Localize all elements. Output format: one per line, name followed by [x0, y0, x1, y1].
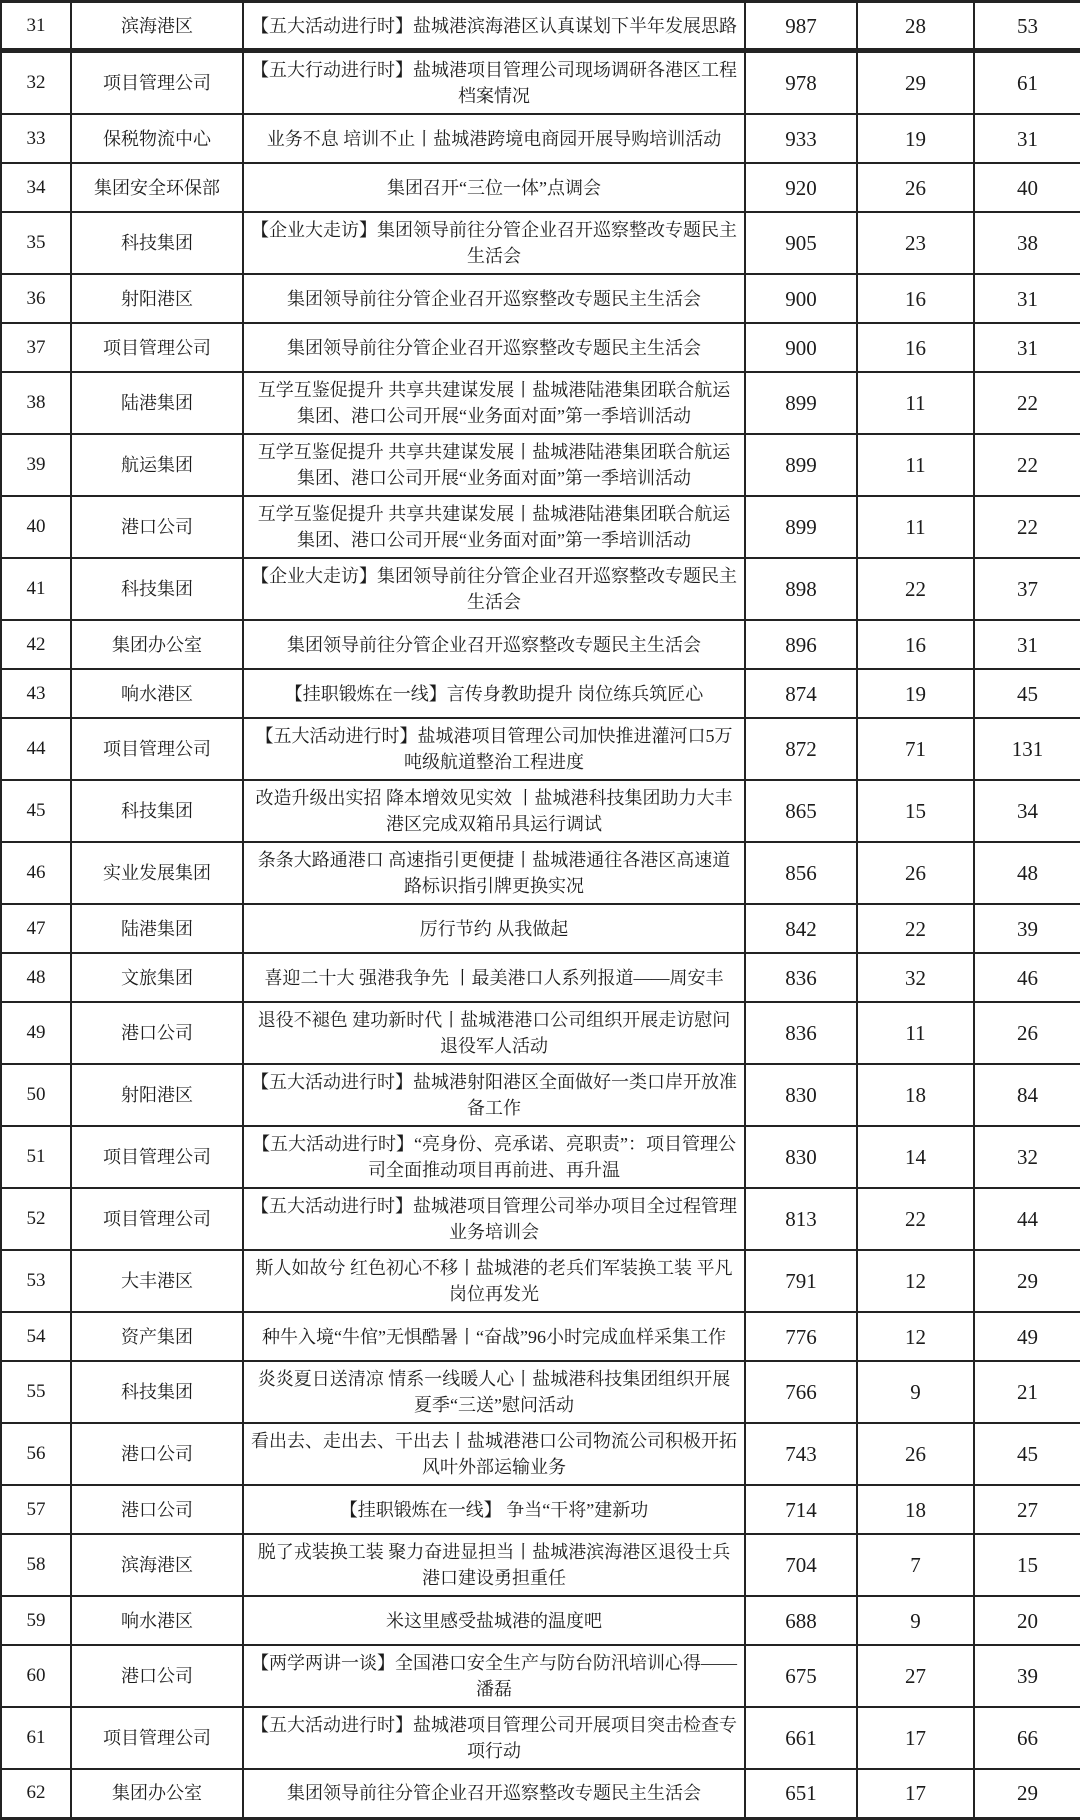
article-title-cell: 斯人如故兮 红色初心不移丨盐城港的老兵们军装换工装 平凡岗位再发光 — [243, 1250, 745, 1312]
table-row — [1, 1707, 1080, 1769]
stat-cell-3: 22 — [974, 496, 1080, 558]
table-row — [1, 1596, 1080, 1645]
rank-cell: 56 — [1, 1423, 71, 1485]
article-title-cell: 【五大活动进行时】盐城港项目管理公司加快推进灌河口5万吨级航道整治工程进度 — [243, 718, 745, 780]
stat-cell-1: 899 — [745, 434, 857, 496]
stat-cell-1: 842 — [745, 904, 857, 953]
stat-cell-1: 865 — [745, 780, 857, 842]
org-cell: 航运集团 — [71, 434, 243, 496]
article-title-cell: 【五大行动进行时】盐城港项目管理公司现场调研各港区工程档案情况 — [243, 51, 745, 115]
stat-cell-2: 18 — [857, 1485, 974, 1534]
stat-cell-1: 714 — [745, 1485, 857, 1534]
table-row — [1, 1485, 1080, 1534]
stat-cell-3: 39 — [974, 1645, 1080, 1707]
stat-cell-2: 14 — [857, 1126, 974, 1188]
rank-cell: 39 — [1, 434, 71, 496]
org-cell: 项目管理公司 — [71, 323, 243, 372]
stat-cell-1: 688 — [745, 1596, 857, 1645]
article-title-cell: 【挂职锻炼在一线】言传身教助提升 岗位练兵筑匠心 — [243, 669, 745, 718]
stat-cell-2: 15 — [857, 780, 974, 842]
rank-cell: 60 — [1, 1645, 71, 1707]
stat-cell-3: 131 — [974, 718, 1080, 780]
stat-cell-2: 16 — [857, 274, 974, 323]
rank-cell: 55 — [1, 1361, 71, 1423]
stat-cell-2: 26 — [857, 1423, 974, 1485]
stat-cell-1: 872 — [745, 718, 857, 780]
table-row — [1, 1645, 1080, 1707]
org-cell: 陆港集团 — [71, 372, 243, 434]
article-title-cell: 【五大活动进行时】“亮身份、亮承诺、亮职责”：项目管理公司全面推动项目再前进、再升温 — [243, 1126, 745, 1188]
org-cell: 科技集团 — [71, 558, 243, 620]
table-row — [1, 1423, 1080, 1485]
stat-cell-1: 813 — [745, 1188, 857, 1250]
article-title-cell: 集团领导前往分管企业召开巡察整改专题民主生活会 — [243, 274, 745, 323]
stat-cell-3: 39 — [974, 904, 1080, 953]
stat-cell-3: 22 — [974, 434, 1080, 496]
stat-cell-3: 49 — [974, 1312, 1080, 1361]
article-title-cell: 改造升级出实招 降本增效见实效 丨盐城港科技集团助力大丰港区完成双箱吊具运行调试 — [243, 780, 745, 842]
stat-cell-1: 743 — [745, 1423, 857, 1485]
stat-cell-2: 29 — [857, 51, 974, 115]
stat-cell-1: 900 — [745, 274, 857, 323]
rank-cell: 52 — [1, 1188, 71, 1250]
stat-cell-1: 900 — [745, 323, 857, 372]
table-row — [1, 1769, 1080, 1818]
stat-cell-3: 34 — [974, 780, 1080, 842]
table-row — [1, 2, 1080, 51]
rank-cell: 62 — [1, 1769, 71, 1818]
stat-cell-3: 20 — [974, 1596, 1080, 1645]
rank-cell: 49 — [1, 1002, 71, 1064]
stat-cell-2: 32 — [857, 953, 974, 1002]
stat-cell-3: 22 — [974, 372, 1080, 434]
stat-cell-1: 836 — [745, 953, 857, 1002]
rank-cell: 35 — [1, 212, 71, 274]
article-title-cell: 种牛入境“牛倌”无惧酷暑丨“奋战”96小时完成血样采集工作 — [243, 1312, 745, 1361]
table-row — [1, 842, 1080, 904]
stat-cell-2: 28 — [857, 2, 974, 51]
rank-cell: 61 — [1, 1707, 71, 1769]
article-title-cell: 条条大路通港口 高速指引更便捷丨盐城港通往各港区高速道路标识指引牌更换实况 — [243, 842, 745, 904]
stat-cell-3: 66 — [974, 1707, 1080, 1769]
stat-cell-1: 766 — [745, 1361, 857, 1423]
stat-cell-3: 53 — [974, 2, 1080, 51]
org-cell: 大丰港区 — [71, 1250, 243, 1312]
table-row — [1, 953, 1080, 1002]
stat-cell-2: 22 — [857, 558, 974, 620]
rank-cell: 38 — [1, 372, 71, 434]
stat-cell-2: 19 — [857, 114, 974, 163]
org-cell: 射阳港区 — [71, 1064, 243, 1126]
org-cell: 项目管理公司 — [71, 1126, 243, 1188]
article-title-cell: 集团领导前往分管企业召开巡察整改专题民主生活会 — [243, 323, 745, 372]
stat-cell-2: 17 — [857, 1707, 974, 1769]
rank-cell: 46 — [1, 842, 71, 904]
org-cell: 文旅集团 — [71, 953, 243, 1002]
stat-cell-2: 16 — [857, 620, 974, 669]
table-row — [1, 1534, 1080, 1596]
org-cell: 射阳港区 — [71, 274, 243, 323]
rank-cell: 37 — [1, 323, 71, 372]
rank-cell: 50 — [1, 1064, 71, 1126]
org-cell: 集团办公室 — [71, 1769, 243, 1818]
stat-cell-3: 31 — [974, 114, 1080, 163]
org-cell: 项目管理公司 — [71, 1707, 243, 1769]
stat-cell-3: 37 — [974, 558, 1080, 620]
rank-cell: 41 — [1, 558, 71, 620]
stat-cell-3: 45 — [974, 1423, 1080, 1485]
table-row — [1, 1002, 1080, 1064]
stat-cell-3: 45 — [974, 669, 1080, 718]
stat-cell-1: 899 — [745, 372, 857, 434]
stat-cell-2: 11 — [857, 434, 974, 496]
stat-cell-1: 896 — [745, 620, 857, 669]
stat-cell-2: 18 — [857, 1064, 974, 1126]
rank-cell: 34 — [1, 163, 71, 212]
table-row — [1, 212, 1080, 274]
stat-cell-2: 26 — [857, 163, 974, 212]
org-cell: 港口公司 — [71, 1485, 243, 1534]
stat-cell-1: 856 — [745, 842, 857, 904]
org-cell: 资产集团 — [71, 1312, 243, 1361]
org-cell: 保税物流中心 — [71, 114, 243, 163]
stat-cell-2: 23 — [857, 212, 974, 274]
stat-cell-2: 12 — [857, 1250, 974, 1312]
org-cell: 项目管理公司 — [71, 51, 243, 115]
rank-cell: 48 — [1, 953, 71, 1002]
table-row — [1, 51, 1080, 115]
stat-cell-1: 899 — [745, 496, 857, 558]
stat-cell-2: 22 — [857, 1188, 974, 1250]
table-row — [1, 558, 1080, 620]
org-cell: 科技集团 — [71, 780, 243, 842]
rank-cell: 32 — [1, 51, 71, 115]
article-title-cell: 喜迎二十大 强港我争先 丨最美港口人系列报道——周安丰 — [243, 953, 745, 1002]
article-title-cell: 【五大活动进行时】盐城港滨海港区认真谋划下半年发展思路 — [243, 2, 745, 51]
rank-cell: 53 — [1, 1250, 71, 1312]
article-title-cell: 集团召开“三位一体”点调会 — [243, 163, 745, 212]
article-title-cell: 【五大活动进行时】盐城港射阳港区全面做好一类口岸开放准备工作 — [243, 1064, 745, 1126]
article-title-cell: 看出去、走出去、干出去丨盐城港港口公司物流公司积极开拓风叶外部运输业务 — [243, 1423, 745, 1485]
stat-cell-1: 836 — [745, 1002, 857, 1064]
stat-cell-3: 46 — [974, 953, 1080, 1002]
stat-cell-1: 898 — [745, 558, 857, 620]
stat-cell-1: 776 — [745, 1312, 857, 1361]
table-row — [1, 274, 1080, 323]
stat-cell-2: 11 — [857, 1002, 974, 1064]
stat-cell-3: 15 — [974, 1534, 1080, 1596]
article-title-cell: 互学互鉴促提升 共享共建谋发展丨盐城港陆港集团联合航运集团、港口公司开展“业务面对面”第一季培训活动 — [243, 434, 745, 496]
stat-cell-2: 9 — [857, 1596, 974, 1645]
stat-cell-1: 874 — [745, 669, 857, 718]
stat-cell-1: 830 — [745, 1126, 857, 1188]
stat-cell-3: 29 — [974, 1250, 1080, 1312]
rank-cell: 45 — [1, 780, 71, 842]
table-row — [1, 1126, 1080, 1188]
rank-cell: 43 — [1, 669, 71, 718]
stat-cell-3: 31 — [974, 323, 1080, 372]
stat-cell-3: 84 — [974, 1064, 1080, 1126]
table-row — [1, 496, 1080, 558]
table-row — [1, 718, 1080, 780]
stat-cell-2: 27 — [857, 1645, 974, 1707]
article-title-cell: 【企业大走访】集团领导前往分管企业召开巡察整改专题民主生活会 — [243, 212, 745, 274]
rank-cell: 47 — [1, 904, 71, 953]
stat-cell-3: 32 — [974, 1126, 1080, 1188]
stat-cell-1: 704 — [745, 1534, 857, 1596]
stat-cell-2: 19 — [857, 669, 974, 718]
stat-cell-2: 11 — [857, 372, 974, 434]
org-cell: 科技集团 — [71, 212, 243, 274]
stat-cell-1: 791 — [745, 1250, 857, 1312]
rank-cell: 31 — [1, 2, 71, 51]
org-cell: 项目管理公司 — [71, 718, 243, 780]
stat-cell-1: 905 — [745, 212, 857, 274]
org-cell: 实业发展集团 — [71, 842, 243, 904]
org-cell: 港口公司 — [71, 496, 243, 558]
stat-cell-2: 17 — [857, 1769, 974, 1818]
rank-cell: 54 — [1, 1312, 71, 1361]
rank-cell: 33 — [1, 114, 71, 163]
stat-cell-1: 987 — [745, 2, 857, 51]
table-row — [1, 1188, 1080, 1250]
rank-cell: 44 — [1, 718, 71, 780]
article-title-cell: 米这里感受盐城港的温度吧 — [243, 1596, 745, 1645]
rank-cell: 59 — [1, 1596, 71, 1645]
stat-cell-2: 71 — [857, 718, 974, 780]
stat-cell-3: 38 — [974, 212, 1080, 274]
table-row — [1, 114, 1080, 163]
article-title-cell: 【五大活动进行时】盐城港项目管理公司开展项目突击检查专项行动 — [243, 1707, 745, 1769]
org-cell: 响水港区 — [71, 1596, 243, 1645]
table-body — [1, 2, 1080, 1819]
rank-cell: 42 — [1, 620, 71, 669]
table-row — [1, 372, 1080, 434]
article-title-cell: 【五大活动进行时】盐城港项目管理公司举办项目全过程管理业务培训会 — [243, 1188, 745, 1250]
stat-cell-3: 44 — [974, 1188, 1080, 1250]
article-title-cell: 集团领导前往分管企业召开巡察整改专题民主生活会 — [243, 620, 745, 669]
table-row — [1, 1312, 1080, 1361]
table-row — [1, 163, 1080, 212]
org-cell: 集团办公室 — [71, 620, 243, 669]
table-row — [1, 669, 1080, 718]
table-row — [1, 434, 1080, 496]
article-title-cell: 退役不褪色 建功新时代丨盐城港港口公司组织开展走访慰问退役军人活动 — [243, 1002, 745, 1064]
stat-cell-3: 29 — [974, 1769, 1080, 1818]
stat-cell-2: 9 — [857, 1361, 974, 1423]
stat-cell-1: 661 — [745, 1707, 857, 1769]
rank-cell: 36 — [1, 274, 71, 323]
article-title-cell: 【两学两讲一谈】全国港口安全生产与防台防汛培训心得——潘磊 — [243, 1645, 745, 1707]
article-title-cell: 【挂职锻炼在一线】 争当“干将”建新功 — [243, 1485, 745, 1534]
stat-cell-1: 651 — [745, 1769, 857, 1818]
org-cell: 港口公司 — [71, 1645, 243, 1707]
table-row — [1, 1361, 1080, 1423]
org-cell: 响水港区 — [71, 669, 243, 718]
stat-cell-1: 675 — [745, 1645, 857, 1707]
org-cell: 港口公司 — [71, 1002, 243, 1064]
stat-cell-2: 11 — [857, 496, 974, 558]
stat-cell-3: 26 — [974, 1002, 1080, 1064]
article-title-cell: 【企业大走访】集团领导前往分管企业召开巡察整改专题民主生活会 — [243, 558, 745, 620]
table-row — [1, 620, 1080, 669]
article-title-cell: 互学互鉴促提升 共享共建谋发展丨盐城港陆港集团联合航运集团、港口公司开展“业务面对面”第一季培训活动 — [243, 372, 745, 434]
article-title-cell: 炎炎夏日送清凉 情系一线暖人心丨盐城港科技集团组织开展夏季“三送”慰问活动 — [243, 1361, 745, 1423]
table-row — [1, 780, 1080, 842]
article-title-cell: 脱了戎装换工装 聚力奋进显担当丨盐城港滨海港区退役士兵港口建设勇担重任 — [243, 1534, 745, 1596]
stat-cell-3: 21 — [974, 1361, 1080, 1423]
article-title-cell: 业务不息 培训不止丨盐城港跨境电商园开展导购培训活动 — [243, 114, 745, 163]
stat-cell-3: 31 — [974, 274, 1080, 323]
stat-cell-3: 31 — [974, 620, 1080, 669]
table-row — [1, 1064, 1080, 1126]
stat-cell-2: 7 — [857, 1534, 974, 1596]
org-cell: 科技集团 — [71, 1361, 243, 1423]
article-title-cell: 厉行节约 从我做起 — [243, 904, 745, 953]
table-row — [1, 323, 1080, 372]
stat-cell-3: 40 — [974, 163, 1080, 212]
stat-cell-1: 978 — [745, 51, 857, 115]
stat-cell-2: 22 — [857, 904, 974, 953]
rank-cell: 58 — [1, 1534, 71, 1596]
org-cell: 港口公司 — [71, 1423, 243, 1485]
stat-cell-1: 933 — [745, 114, 857, 163]
table-row — [1, 1250, 1080, 1312]
stat-cell-2: 16 — [857, 323, 974, 372]
org-cell: 陆港集团 — [71, 904, 243, 953]
stat-cell-1: 830 — [745, 1064, 857, 1126]
stat-cell-2: 12 — [857, 1312, 974, 1361]
stat-cell-1: 920 — [745, 163, 857, 212]
org-cell: 集团安全环保部 — [71, 163, 243, 212]
stat-cell-3: 48 — [974, 842, 1080, 904]
org-cell: 滨海港区 — [71, 2, 243, 51]
article-title-cell: 集团领导前往分管企业召开巡察整改专题民主生活会 — [243, 1769, 745, 1818]
stat-cell-2: 26 — [857, 842, 974, 904]
stat-cell-3: 27 — [974, 1485, 1080, 1534]
stat-cell-3: 61 — [974, 51, 1080, 115]
org-cell: 项目管理公司 — [71, 1188, 243, 1250]
table-row — [1, 904, 1080, 953]
rank-cell: 57 — [1, 1485, 71, 1534]
org-cell: 滨海港区 — [71, 1534, 243, 1596]
rank-cell: 51 — [1, 1126, 71, 1188]
article-title-cell: 互学互鉴促提升 共享共建谋发展丨盐城港陆港集团联合航运集团、港口公司开展“业务面对面”第一季培训活动 — [243, 496, 745, 558]
rank-cell: 40 — [1, 496, 71, 558]
